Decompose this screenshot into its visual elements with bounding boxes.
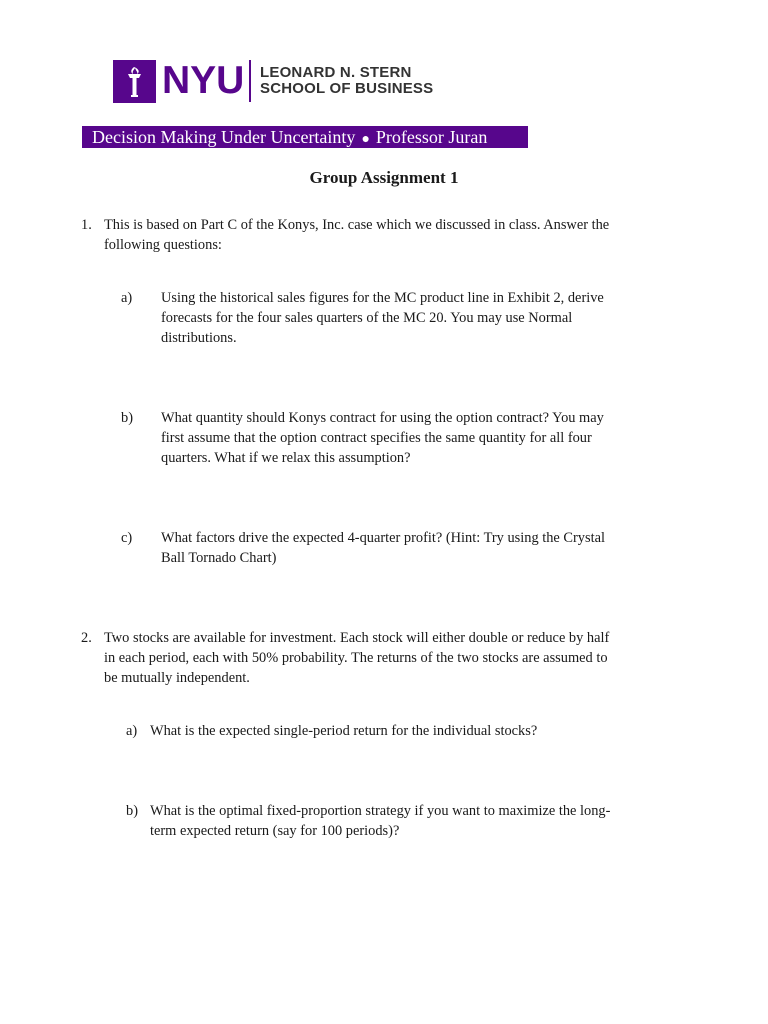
part-text-line: What factors drive the expected 4-quarter profit? (Hint: Try using the Crystal	[161, 530, 605, 546]
part-text-line: forecasts for the four sales quarters of the MC 20. You may use Normal	[161, 310, 573, 326]
logo-divider	[249, 60, 251, 102]
school-name-line2: SCHOOL OF BUSINESS	[260, 80, 434, 97]
question-text-line: following questions:	[104, 237, 222, 253]
part-text-line: quarters. What if we relax this assumption?	[161, 450, 411, 466]
nyu-torch-logo	[113, 60, 156, 103]
part-text-line: Ball Tornado Chart)	[161, 550, 277, 566]
part-text-line: What is the optimal fixed-proportion strategy if you want to maximize the long-	[150, 803, 611, 819]
part-label: b)	[121, 410, 133, 426]
page-title: Group Assignment 1	[309, 168, 459, 187]
part-label: a)	[126, 723, 138, 739]
part-text-line: first assume that the option contract specifies the same quantity for all four	[161, 430, 592, 446]
question-number: 1.	[81, 217, 92, 233]
professor-name: Professor Juran	[375, 127, 488, 147]
question-text-line: be mutually independent.	[104, 670, 250, 686]
part-label: c)	[121, 530, 133, 546]
part-text-line: term expected return (say for 100 periods)?	[150, 823, 400, 839]
part-text-line: What is the expected single-period return for the individual stocks?	[150, 723, 538, 739]
part-text-line: distributions.	[161, 330, 237, 346]
course-banner	[82, 126, 528, 148]
part-text-line: What quantity should Konys contract for using the option contract? You may	[161, 410, 604, 426]
banner-bullet: ●	[361, 132, 370, 147]
course-name: Decision Making Under Uncertainty	[92, 127, 356, 147]
question-number: 2.	[81, 630, 92, 646]
question-text-line: This is based on Part C of the Konys, Inc. case which we discussed in class. Answer the	[104, 217, 610, 233]
school-name-line1: LEONARD N. STERN	[260, 64, 412, 81]
part-label: b)	[126, 803, 138, 819]
torch-icon	[113, 60, 156, 103]
nyu-wordmark: NYU	[162, 59, 245, 102]
question-text-line: Two stocks are available for investment. Each stock will either double or reduce by half	[104, 630, 610, 646]
part-text-line: Using the historical sales figures for the MC product line in Exhibit 2, derive	[161, 290, 604, 306]
question-text-line: in each period, each with 50% probability. The returns of the two stocks are assumed to	[104, 650, 608, 666]
part-label: a)	[121, 290, 133, 306]
